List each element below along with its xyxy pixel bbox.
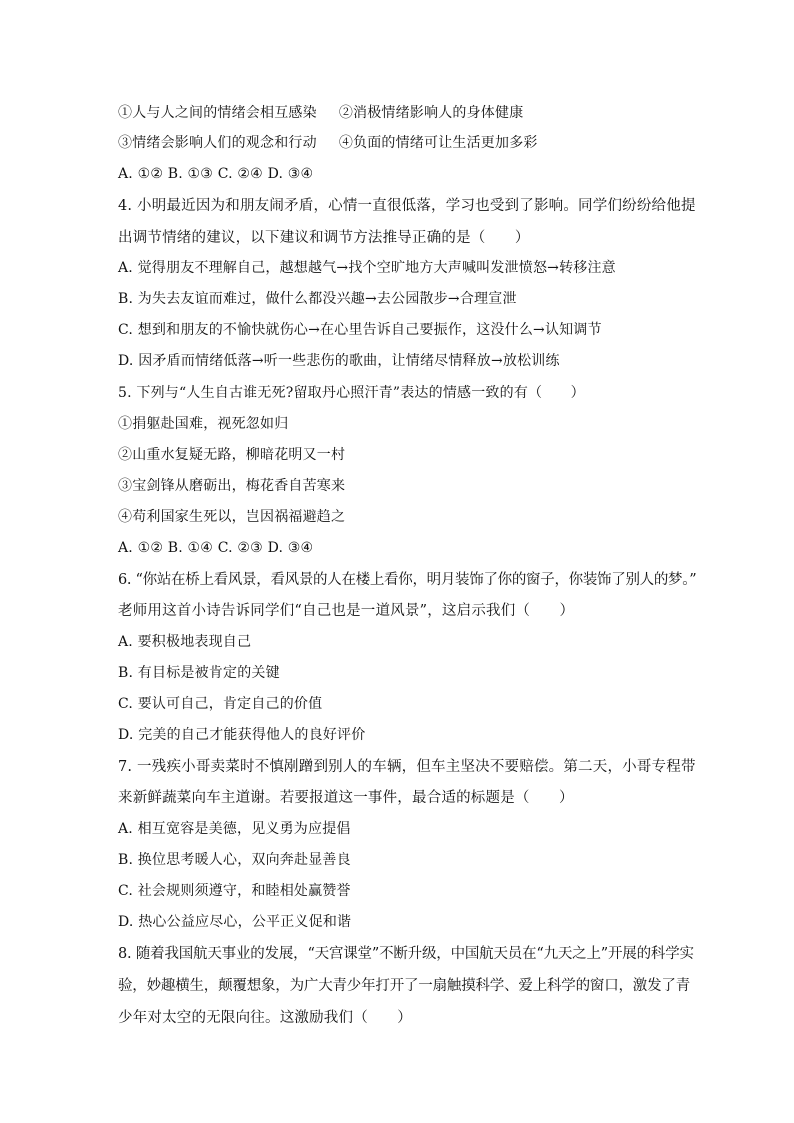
q8-stem-line-2: 验，妙趣横生，颠覆想象，为广大青少年打开了一扇触摸科学、爱上科学的窗口，激发了青 (118, 978, 690, 994)
q6-stem-line-1: 6. “你站在桥上看风景，看风景的人在楼上看你，明月装饰了你的窗子，你装饰了别人的梦。” (118, 572, 697, 588)
q5-stem: 5. 下列与“人生自古谁无死?留取丹心照汗青”表达的情感一致的有（ ） (118, 385, 585, 401)
q6-option-c: C. 要认可自己，肯定自己的价值 (118, 696, 323, 712)
q3-options: A. ①② B. ①③ C. ②④ D. ③④ (118, 166, 314, 182)
q7-option-c: C. 社会规则须遵守，和睦相处赢赞誉 (118, 883, 351, 899)
q5-statement-2: ②山重水复疑无路，柳暗花明又一村 (118, 447, 346, 463)
q3-statements-row-1 (118, 103, 523, 123)
q4-option-d: D. 因矛盾而情绪低落→听一些悲伤的歌曲，让情绪尽情释放→放松训练 (118, 353, 560, 369)
q3-statement-4: ④负面的情绪可让生活更加多彩 (338, 135, 538, 151)
q6-option-b: B. 有目标是被肯定的关键 (118, 665, 280, 681)
q3-statements-row-2 (118, 133, 538, 153)
q7-stem-line-1: 7. 一残疾小哥卖菜时不慎剐蹭到别人的车辆，但车主坚决不要赔偿。第二天，小哥专程带 (118, 759, 696, 775)
q4-option-a: A. 觉得朋友不理解自己，越想越气→找个空旷地方大声喊叫发泄愤怒→转移注意 (118, 260, 616, 276)
q5-statement-1: ①捐躯赴国难，视死忽如归 (118, 416, 289, 432)
q5-options: A. ①② B. ①④ C. ②③ D. ③④ (118, 540, 314, 556)
q6-option-a: A. 要积极地表现自己 (118, 634, 252, 650)
q3-statement-2: ②消极情绪影响人的身体健康 (338, 105, 524, 121)
q4-stem-line-2: 出调节情绪的建议，以下建议和调节方法推导正确的是（ ） (118, 230, 530, 246)
q8-stem-line-3: 少年对太空的无限向往。这激励我们（ ） (118, 1010, 412, 1026)
q8-stem-line-1: 8. 随着我国航天事业的发展，“天宫课堂”不断升级，中国航天员在“九天之上”开展的科学实 (118, 946, 694, 962)
q6-option-d: D. 完美的自己才能获得他人的良好评价 (118, 727, 366, 743)
q4-option-c: C. 想到和朋友的不愉快就伤心→在心里告诉自己要振作，这没什么→认知调节 (118, 322, 602, 338)
q4-option-b: B. 为失去友谊而难过，做什么都没兴趣→去公园散步→合理宣泄 (118, 291, 517, 307)
q7-option-a: A. 相互宽容是美德，见义勇为应提倡 (118, 821, 351, 837)
q5-statement-3: ③宝剑锋从磨砺出，梅花香自苦寒来 (118, 478, 346, 494)
q5-statement-4: ④苟利国家生死以，岂因祸福避趋之 (118, 509, 346, 525)
q7-option-b: B. 换位思考暖人心，双向奔赴显善良 (118, 852, 351, 868)
q7-stem-line-2: 来新鲜蔬菜向车主道谢。若要报道这一事件，最合适的标题是（ ） (118, 790, 574, 806)
q3-statement-3: ③情绪会影响人们的观念和行动 (118, 135, 317, 151)
q3-statement-1: ①人与人之间的情绪会相互感染 (118, 105, 317, 121)
q4-stem-line-1: 4. 小明最近因为和朋友闹矛盾，心情一直很低落，学习也受到了影响。同学们纷纷给他提 (118, 198, 696, 214)
q6-stem-line-2: 老师用这首小诗告诉同学们“自己也是一道风景”，这启示我们（ ） (118, 603, 575, 619)
q7-option-d: D. 热心公益应尽心，公平正义促和谐 (118, 914, 352, 930)
